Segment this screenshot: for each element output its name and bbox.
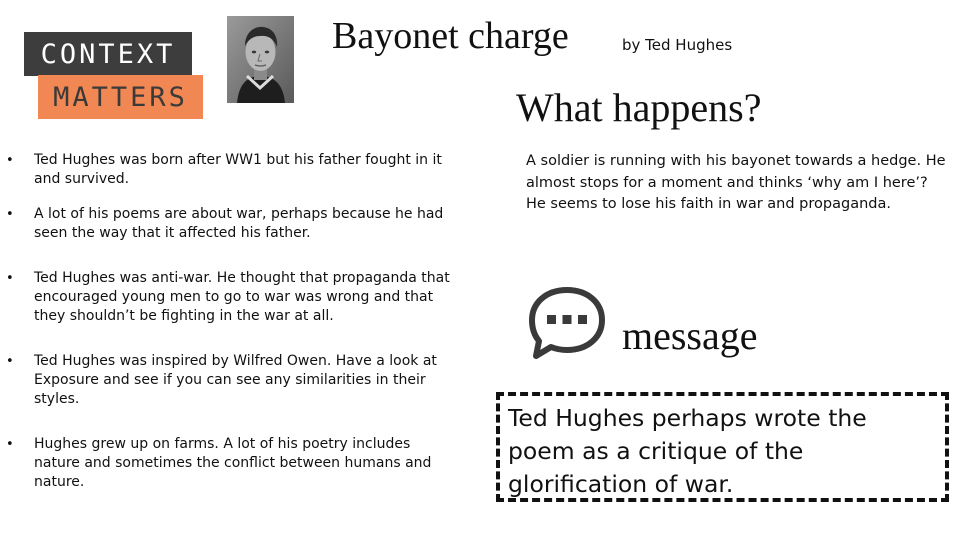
speech-bubble-icon: [526, 284, 608, 362]
bullet-text: A lot of his poems are about war, perhaps because he had seen the way that it affected his father.: [34, 206, 444, 241]
bullet-text: Ted Hughes was inspired by Wilfred Owen. Have a look at Exposure and see if you can see any similarities in their styles.: [34, 353, 437, 407]
bullet-text: Ted Hughes was born after WW1 but his father fought in it and survived.: [34, 152, 442, 187]
logo-context: CONTEXT: [24, 32, 192, 76]
critique-box: Ted Hughes perhaps wrote the poem as a critique of the glorification of war.: [496, 392, 949, 502]
bullet-icon: •: [6, 354, 14, 369]
bullet-icon: •: [6, 271, 14, 286]
logo-matters: MATTERS: [38, 75, 203, 119]
byline: by Ted Hughes: [622, 36, 733, 54]
bullet-icon: •: [6, 207, 14, 222]
message-label: message: [622, 313, 758, 358]
page-title: Bayonet charge: [332, 15, 569, 57]
author-portrait-image: [227, 16, 294, 103]
what-happens-text: A soldier is running with his bayonet towards a hedge. He almost stops for a moment and thinks ‘why am I here’? He seems to lose his faith in war and propaganda.: [526, 153, 946, 212]
what-happens-heading: What happens?: [516, 85, 762, 130]
bullet-text: Ted Hughes was anti-war. He thought that propaganda that encouraged young men to go to war was wrong and that they shouldn’t be fighting in the war at all.: [34, 270, 450, 324]
bullet-icon: •: [6, 437, 14, 452]
bullet-text: Hughes grew up on farms. A lot of his poetry includes nature and sometimes the conflict between humans and nature.: [34, 436, 432, 490]
bullet-icon: •: [6, 153, 14, 168]
